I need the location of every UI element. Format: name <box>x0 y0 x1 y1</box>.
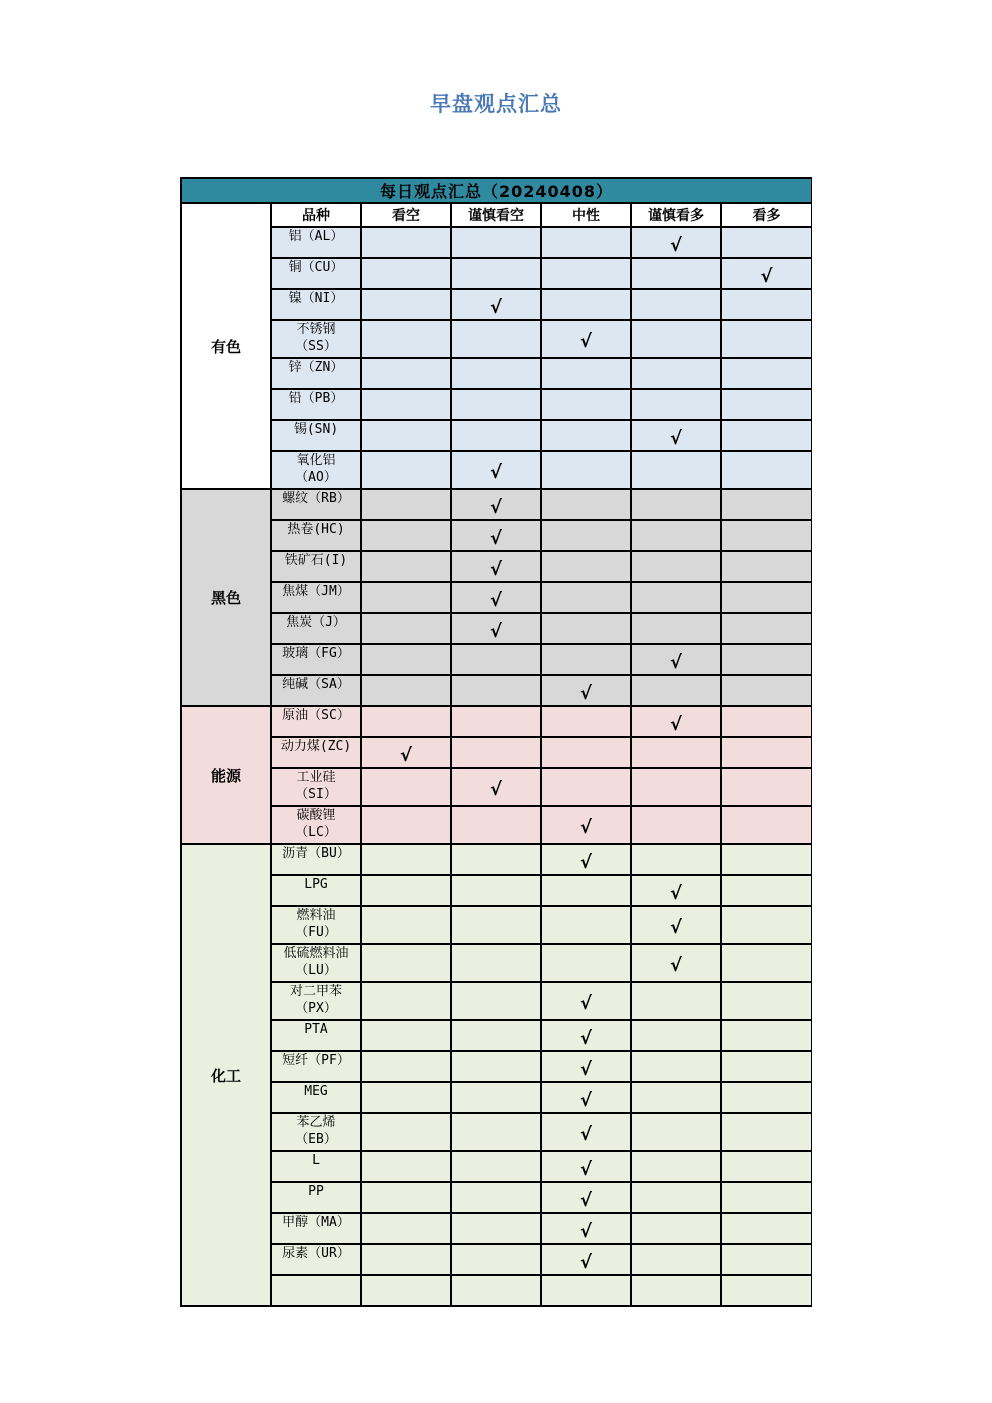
opinion-cell-cautious-bullish <box>631 451 721 489</box>
opinion-cell-cautious-bullish <box>631 613 721 644</box>
check-mark-icon: √ <box>579 993 592 1014</box>
opinion-cell-cautious-bearish <box>451 706 541 737</box>
opinion-cell-cautious-bullish <box>631 1213 721 1244</box>
opinion-cell-cautious-bearish <box>451 1051 541 1082</box>
check-mark-icon: √ <box>489 589 502 611</box>
opinion-cell-cautious-bullish <box>631 389 721 420</box>
table-row <box>181 258 812 289</box>
opinion-cell-bearish <box>361 706 451 737</box>
opinion-cell-bearish <box>361 613 451 644</box>
opinion-cell-bullish <box>721 489 812 520</box>
opinion-cell-bullish <box>721 982 812 1020</box>
opinion-cell-bearish <box>361 875 451 906</box>
group-label: 黑色 <box>181 489 271 706</box>
variety-cell: 短纤（PF） <box>271 1051 361 1082</box>
opinion-cell-cautious-bullish <box>631 489 721 520</box>
opinion-table <box>180 177 812 1307</box>
check-mark-icon: √ <box>579 851 592 873</box>
opinion-cell-cautious-bullish <box>631 944 721 982</box>
opinion-cell-bullish <box>721 768 812 806</box>
check-mark-icon: √ <box>669 955 682 976</box>
check-mark-icon: √ <box>489 620 502 642</box>
table-row <box>181 1082 812 1113</box>
check-mark-icon: √ <box>579 1189 592 1211</box>
check-mark-icon: √ <box>579 1027 592 1049</box>
opinion-cell-bullish <box>721 389 812 420</box>
opinion-cell-cautious-bearish <box>451 1020 541 1051</box>
opinion-cell-neutral <box>541 613 631 644</box>
column-header: 中性 <box>541 203 631 227</box>
opinion-cell-bullish <box>721 1051 812 1082</box>
opinion-cell-cautious-bearish <box>451 1275 541 1306</box>
opinion-cell-bearish <box>361 806 451 844</box>
header-row <box>181 203 812 227</box>
opinion-cell-bullish <box>721 1113 812 1151</box>
opinion-cell-bearish <box>361 258 451 289</box>
opinion-cell-bearish <box>361 944 451 982</box>
opinion-cell-neutral <box>541 227 631 258</box>
opinion-cell-neutral <box>541 1113 631 1151</box>
check-mark-icon: √ <box>579 1251 592 1273</box>
opinion-cell-neutral <box>541 806 631 844</box>
variety-cell: 原油（SC） <box>271 706 361 737</box>
opinion-cell-cautious-bearish <box>451 1244 541 1275</box>
opinion-cell-cautious-bearish <box>451 644 541 675</box>
opinion-cell-cautious-bearish <box>451 1082 541 1113</box>
table-row <box>181 1244 812 1275</box>
opinion-cell-cautious-bullish <box>631 320 721 358</box>
opinion-cell-cautious-bearish <box>451 451 541 489</box>
opinion-cell-neutral <box>541 982 631 1020</box>
variety-cell: PP <box>271 1182 361 1213</box>
check-mark-icon: √ <box>489 779 502 800</box>
opinion-cell-bullish <box>721 1020 812 1051</box>
variety-cell: 锡(SN) <box>271 420 361 451</box>
column-header: 看多 <box>721 203 812 227</box>
variety-cell <box>271 1275 361 1306</box>
table-row <box>181 1275 812 1306</box>
opinion-cell-cautious-bullish <box>631 227 721 258</box>
opinion-cell-cautious-bullish <box>631 551 721 582</box>
check-mark-icon: √ <box>489 496 502 518</box>
opinion-cell-cautious-bearish <box>451 289 541 320</box>
page-title: 早盘观点汇总 <box>430 92 562 116</box>
opinion-cell-bullish <box>721 582 812 613</box>
opinion-cell-bearish <box>361 768 451 806</box>
opinion-cell-cautious-bullish <box>631 806 721 844</box>
table-row <box>181 768 812 806</box>
table-row <box>181 320 812 358</box>
opinion-cell-cautious-bearish <box>451 1151 541 1182</box>
variety-cell: 尿素（UR） <box>271 1244 361 1275</box>
check-mark-icon: √ <box>669 713 682 735</box>
opinion-cell-cautious-bullish <box>631 1151 721 1182</box>
table-row <box>181 706 812 737</box>
opinion-cell-cautious-bearish <box>451 768 541 806</box>
opinion-cell-bearish <box>361 289 451 320</box>
opinion-cell-bearish <box>361 389 451 420</box>
opinion-cell-cautious-bearish <box>451 420 541 451</box>
table-row <box>181 489 812 520</box>
table-row <box>181 675 812 706</box>
opinion-cell-cautious-bullish <box>631 768 721 806</box>
check-mark-icon: √ <box>760 265 773 287</box>
check-mark-icon: √ <box>669 651 682 673</box>
check-mark-icon: √ <box>399 744 412 766</box>
opinion-cell-cautious-bullish <box>631 520 721 551</box>
opinion-cell-neutral <box>541 551 631 582</box>
variety-cell: 螺纹（RB） <box>271 489 361 520</box>
opinion-cell-neutral <box>541 706 631 737</box>
opinion-cell-bearish <box>361 1082 451 1113</box>
opinion-cell-neutral <box>541 944 631 982</box>
opinion-cell-bearish <box>361 320 451 358</box>
opinion-cell-cautious-bullish <box>631 358 721 389</box>
variety-cell: 焦煤（JM） <box>271 582 361 613</box>
opinion-cell-cautious-bullish <box>631 875 721 906</box>
opinion-cell-bearish <box>361 844 451 875</box>
variety-cell: PTA <box>271 1020 361 1051</box>
opinion-cell-neutral <box>541 1275 631 1306</box>
variety-cell: 氧化铝 （AO） <box>271 451 361 489</box>
opinion-cell-cautious-bearish <box>451 844 541 875</box>
table-row <box>181 1020 812 1051</box>
opinion-cell-bullish <box>721 844 812 875</box>
opinion-cell-cautious-bearish <box>451 1113 541 1151</box>
opinion-cell-bullish <box>721 551 812 582</box>
opinion-cell-neutral <box>541 420 631 451</box>
opinion-cell-bearish <box>361 1020 451 1051</box>
opinion-cell-cautious-bearish <box>451 520 541 551</box>
opinion-cell-bearish <box>361 227 451 258</box>
opinion-cell-bearish <box>361 451 451 489</box>
opinion-cell-cautious-bearish <box>451 875 541 906</box>
opinion-cell-cautious-bullish <box>631 644 721 675</box>
opinion-cell-cautious-bearish <box>451 358 541 389</box>
opinion-cell-neutral <box>541 768 631 806</box>
opinion-cell-cautious-bullish <box>631 706 721 737</box>
table-row <box>181 844 812 875</box>
opinion-cell-cautious-bullish <box>631 675 721 706</box>
table-row <box>181 582 812 613</box>
opinion-cell-cautious-bearish <box>451 1213 541 1244</box>
table-row <box>181 551 812 582</box>
column-header: 品种 <box>271 203 361 227</box>
opinion-cell-bullish <box>721 944 812 982</box>
opinion-cell-bearish <box>361 737 451 768</box>
opinion-cell-neutral <box>541 675 631 706</box>
opinion-cell-cautious-bearish <box>451 320 541 358</box>
opinion-cell-bullish <box>721 737 812 768</box>
variety-cell: 甲醇（MA） <box>271 1213 361 1244</box>
variety-cell: 镍（NI） <box>271 289 361 320</box>
check-mark-icon: √ <box>579 1220 592 1242</box>
check-mark-icon: √ <box>669 427 682 449</box>
opinion-cell-cautious-bearish <box>451 806 541 844</box>
variety-cell: MEG <box>271 1082 361 1113</box>
opinion-cell-bullish <box>721 1082 812 1113</box>
opinion-cell-neutral <box>541 906 631 944</box>
opinion-cell-cautious-bearish <box>451 906 541 944</box>
variety-cell: 铜（CU） <box>271 258 361 289</box>
opinion-cell-neutral <box>541 289 631 320</box>
table-row <box>181 875 812 906</box>
opinion-cell-bullish <box>721 420 812 451</box>
opinion-cell-neutral <box>541 844 631 875</box>
opinion-cell-cautious-bullish <box>631 737 721 768</box>
opinion-cell-bullish <box>721 706 812 737</box>
opinion-cell-bullish <box>721 1275 812 1306</box>
opinion-cell-cautious-bullish <box>631 844 721 875</box>
opinion-cell-neutral <box>541 1151 631 1182</box>
check-mark-icon: √ <box>579 1124 592 1145</box>
opinion-cell-bullish <box>721 1182 812 1213</box>
variety-cell: 动力煤(ZC) <box>271 737 361 768</box>
opinion-cell-bullish <box>721 875 812 906</box>
check-mark-icon: √ <box>579 1089 592 1111</box>
opinion-cell-cautious-bullish <box>631 1082 721 1113</box>
variety-cell: 工业硅 （SI） <box>271 768 361 806</box>
group-label: 有色 <box>181 203 271 489</box>
column-header: 看空 <box>361 203 451 227</box>
variety-cell: 焦炭（J） <box>271 613 361 644</box>
variety-cell: 热卷(HC) <box>271 520 361 551</box>
table-row <box>181 906 812 944</box>
table-caption: 每日观点汇总（20240408） <box>181 178 812 203</box>
table-row <box>181 737 812 768</box>
table-row <box>181 1182 812 1213</box>
opinion-cell-neutral <box>541 389 631 420</box>
opinion-cell-bearish <box>361 520 451 551</box>
opinion-cell-bullish <box>721 289 812 320</box>
opinion-cell-bullish <box>721 906 812 944</box>
opinion-cell-bearish <box>361 551 451 582</box>
table-row <box>181 1151 812 1182</box>
variety-cell: 对二甲苯 （PX） <box>271 982 361 1020</box>
variety-cell: 低硫燃料油 （LU） <box>271 944 361 982</box>
opinion-cell-bullish <box>721 227 812 258</box>
opinion-cell-bullish <box>721 1213 812 1244</box>
check-mark-icon: √ <box>579 817 592 838</box>
variety-cell: 燃料油 （FU） <box>271 906 361 944</box>
variety-cell: 纯碱（SA） <box>271 675 361 706</box>
opinion-cell-cautious-bullish <box>631 1275 721 1306</box>
variety-cell: 碳酸锂 （LC） <box>271 806 361 844</box>
group-label: 化工 <box>181 844 271 1306</box>
opinion-cell-bullish <box>721 358 812 389</box>
opinion-cell-cautious-bullish <box>631 289 721 320</box>
variety-cell: L <box>271 1151 361 1182</box>
opinion-cell-bearish <box>361 644 451 675</box>
opinion-cell-cautious-bearish <box>451 944 541 982</box>
table-row <box>181 520 812 551</box>
opinion-cell-cautious-bearish <box>451 551 541 582</box>
check-mark-icon: √ <box>579 1158 592 1180</box>
opinion-cell-cautious-bearish <box>451 258 541 289</box>
opinion-cell-cautious-bearish <box>451 389 541 420</box>
opinion-cell-cautious-bullish <box>631 1113 721 1151</box>
opinion-cell-neutral <box>541 489 631 520</box>
opinion-cell-cautious-bearish <box>451 982 541 1020</box>
opinion-cell-bearish <box>361 358 451 389</box>
table-row <box>181 806 812 844</box>
opinion-cell-neutral <box>541 644 631 675</box>
opinion-cell-neutral <box>541 1213 631 1244</box>
opinion-cell-cautious-bearish <box>451 489 541 520</box>
opinion-cell-neutral <box>541 875 631 906</box>
opinion-cell-neutral <box>541 1051 631 1082</box>
opinion-cell-neutral <box>541 1182 631 1213</box>
check-mark-icon: √ <box>669 234 682 256</box>
opinion-cell-cautious-bearish <box>451 582 541 613</box>
opinion-cell-bearish <box>361 1182 451 1213</box>
opinion-cell-bearish <box>361 1244 451 1275</box>
opinion-cell-bullish <box>721 806 812 844</box>
check-mark-icon: √ <box>489 462 502 483</box>
table-row <box>181 451 812 489</box>
opinion-cell-cautious-bearish <box>451 227 541 258</box>
opinion-table-container <box>180 177 812 1363</box>
variety-cell: 锌（ZN） <box>271 358 361 389</box>
table-row <box>181 389 812 420</box>
variety-cell: 苯乙烯 （EB） <box>271 1113 361 1151</box>
table-row <box>181 613 812 644</box>
table-row <box>181 358 812 389</box>
opinion-cell-bearish <box>361 1275 451 1306</box>
opinion-cell-neutral <box>541 320 631 358</box>
variety-cell: 铁矿石(I) <box>271 551 361 582</box>
opinion-cell-cautious-bullish <box>631 1020 721 1051</box>
opinion-cell-cautious-bearish <box>451 1182 541 1213</box>
variety-cell: 铅（PB） <box>271 389 361 420</box>
opinion-cell-bearish <box>361 1113 451 1151</box>
check-mark-icon: √ <box>579 331 592 352</box>
opinion-cell-bullish <box>721 644 812 675</box>
table-row <box>181 1113 812 1151</box>
opinion-cell-cautious-bearish <box>451 675 541 706</box>
table-row <box>181 1051 812 1082</box>
check-mark-icon: √ <box>579 1058 592 1080</box>
opinion-cell-bearish <box>361 489 451 520</box>
opinion-cell-cautious-bullish <box>631 1051 721 1082</box>
check-mark-icon: √ <box>669 917 682 938</box>
opinion-cell-cautious-bullish <box>631 982 721 1020</box>
opinion-cell-cautious-bullish <box>631 1244 721 1275</box>
check-mark-icon: √ <box>489 558 502 580</box>
variety-cell: LPG <box>271 875 361 906</box>
opinion-cell-cautious-bullish <box>631 906 721 944</box>
opinion-cell-bearish <box>361 906 451 944</box>
check-mark-icon: √ <box>579 682 592 704</box>
opinion-cell-bullish <box>721 613 812 644</box>
group-label: 能源 <box>181 706 271 844</box>
table-row <box>181 982 812 1020</box>
opinion-cell-bearish <box>361 982 451 1020</box>
table-row <box>181 1213 812 1244</box>
opinion-cell-bullish <box>721 675 812 706</box>
opinion-cell-cautious-bearish <box>451 737 541 768</box>
opinion-cell-cautious-bullish <box>631 1182 721 1213</box>
opinion-cell-neutral <box>541 520 631 551</box>
opinion-cell-bearish <box>361 1051 451 1082</box>
opinion-cell-bullish <box>721 258 812 289</box>
table-row <box>181 420 812 451</box>
opinion-cell-bearish <box>361 1151 451 1182</box>
check-mark-icon: √ <box>669 882 682 904</box>
opinion-cell-bearish <box>361 1213 451 1244</box>
opinion-cell-neutral <box>541 582 631 613</box>
opinion-cell-cautious-bullish <box>631 258 721 289</box>
table-row <box>181 644 812 675</box>
opinion-cell-bullish <box>721 1244 812 1275</box>
opinion-cell-cautious-bullish <box>631 420 721 451</box>
opinion-cell-neutral <box>541 451 631 489</box>
column-header: 谨慎看多 <box>631 203 721 227</box>
opinion-cell-neutral <box>541 737 631 768</box>
opinion-cell-bullish <box>721 520 812 551</box>
opinion-cell-neutral <box>541 1020 631 1051</box>
opinion-cell-neutral <box>541 258 631 289</box>
opinion-cell-bearish <box>361 420 451 451</box>
opinion-cell-bullish <box>721 320 812 358</box>
table-body <box>181 203 812 1306</box>
opinion-cell-bullish <box>721 1151 812 1182</box>
variety-cell: 玻璃（FG） <box>271 644 361 675</box>
opinion-cell-neutral <box>541 358 631 389</box>
variety-cell: 不锈钢 （SS） <box>271 320 361 358</box>
opinion-cell-cautious-bearish <box>451 613 541 644</box>
opinion-cell-neutral <box>541 1244 631 1275</box>
opinion-cell-cautious-bullish <box>631 582 721 613</box>
check-mark-icon: √ <box>489 527 502 549</box>
opinion-cell-neutral <box>541 1082 631 1113</box>
opinion-cell-bearish <box>361 582 451 613</box>
variety-cell: 铝（AL） <box>271 227 361 258</box>
check-mark-icon: √ <box>489 296 502 318</box>
opinion-cell-bearish <box>361 675 451 706</box>
column-header: 谨慎看空 <box>451 203 541 227</box>
table-row <box>181 289 812 320</box>
table-row <box>181 944 812 982</box>
table-row <box>181 227 812 258</box>
opinion-cell-bullish <box>721 451 812 489</box>
variety-cell: 沥青（BU） <box>271 844 361 875</box>
